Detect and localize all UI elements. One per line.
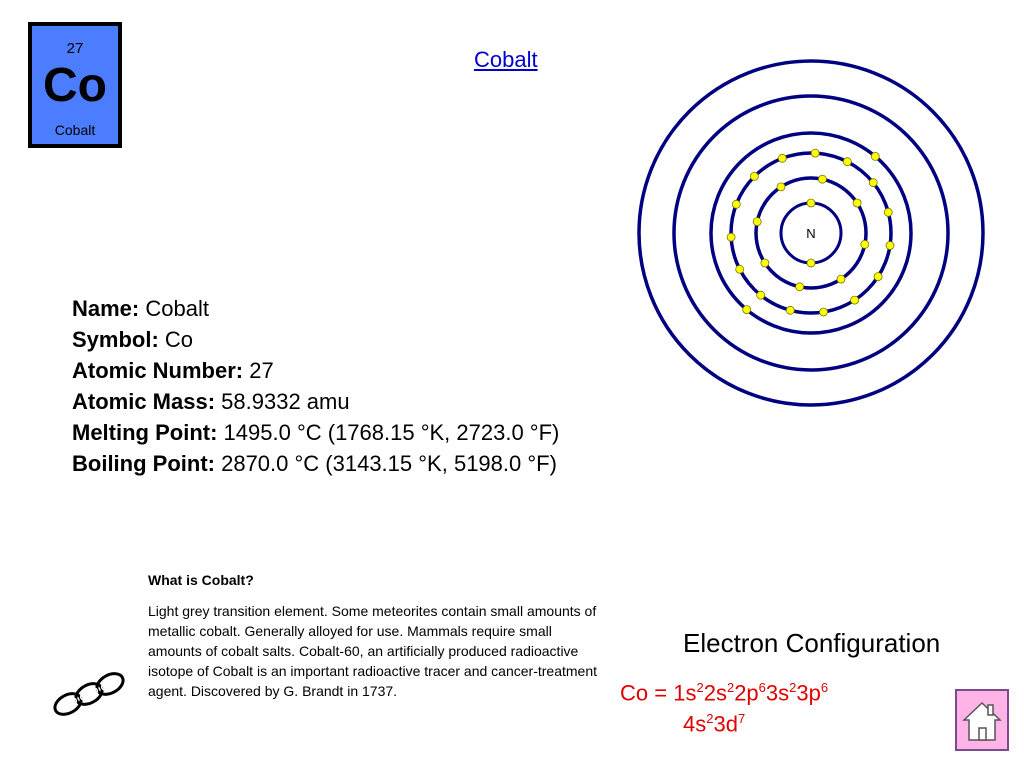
title-link[interactable]: Cobalt [474, 47, 538, 72]
electron-dot [853, 199, 861, 207]
home-button[interactable] [955, 689, 1009, 751]
electron-dot [786, 306, 794, 314]
electron-dot [843, 158, 851, 166]
chain-link-icon[interactable] [48, 666, 130, 722]
electron-config-line-2: $4s^23d^7$ [683, 711, 746, 737]
electron-config-heading: Electron Configuration [683, 628, 941, 658]
electron-dot [743, 306, 751, 314]
home-icon [957, 691, 1007, 749]
atom-diagram [600, 40, 1000, 440]
electron-dot [869, 179, 877, 187]
property-melting-point: Melting Point: 1495.0 °C (1768.15 °K, 2723.0 °F) [72, 420, 560, 445]
electron-dot [820, 308, 828, 316]
tile-atomic-number: 27 [66, 40, 84, 57]
electron-dot [796, 283, 804, 291]
element-tile [28, 22, 122, 148]
electron-dot [757, 291, 765, 299]
nucleus-label: N [806, 226, 816, 241]
description-title: What is Cobalt? [148, 572, 254, 588]
property-atomic-number: Atomic Number: 27 [72, 358, 274, 383]
electron-dot [778, 154, 786, 162]
tile-name: Cobalt [54, 122, 96, 138]
electron-dot [861, 240, 869, 248]
property-atomic-mass: Atomic Mass: 58.9332 amu [72, 389, 350, 414]
electron-dot [837, 275, 845, 283]
electron-dot [736, 265, 744, 273]
property-boiling-point: Boiling Point: 2870.0 °C (3143.15 °K, 5198.0 °F) [72, 451, 557, 476]
electron-dot [884, 208, 892, 216]
electron-dot [874, 273, 882, 281]
property-name: Name: Cobalt [72, 296, 209, 321]
electron-dot [753, 218, 761, 226]
electron-dot [886, 242, 894, 250]
element-properties [72, 293, 559, 479]
electron-dot [761, 259, 769, 267]
electron-dot [811, 149, 819, 157]
electron-dot [851, 296, 859, 304]
description [148, 570, 603, 701]
description-body: Light grey transition element. Some meteorites contain small amounts of metallic cobalt. Generally alloyed for use. Mammals require small amounts of cobalt salts. Cobalt-60, an artificially produced radioactive isotope of Cobalt is an important radioactive tracer and cancer-treatment agent. Discovered by G. Brandt in 1737. [148, 603, 598, 699]
electron-dot [732, 200, 740, 208]
electron-dot [727, 233, 735, 241]
tile-symbol: Co [43, 59, 107, 112]
electron-dot [777, 183, 785, 191]
electron-dot [871, 152, 879, 160]
electron-dot [818, 175, 826, 183]
electron-dot [750, 172, 758, 180]
electron-dot [807, 199, 815, 207]
electron-dot [807, 259, 815, 267]
electron-config-line-1: $Co = 1s^22s^22p^63s^23p^6$ [620, 680, 829, 706]
property-symbol: Symbol: Co [72, 327, 194, 352]
